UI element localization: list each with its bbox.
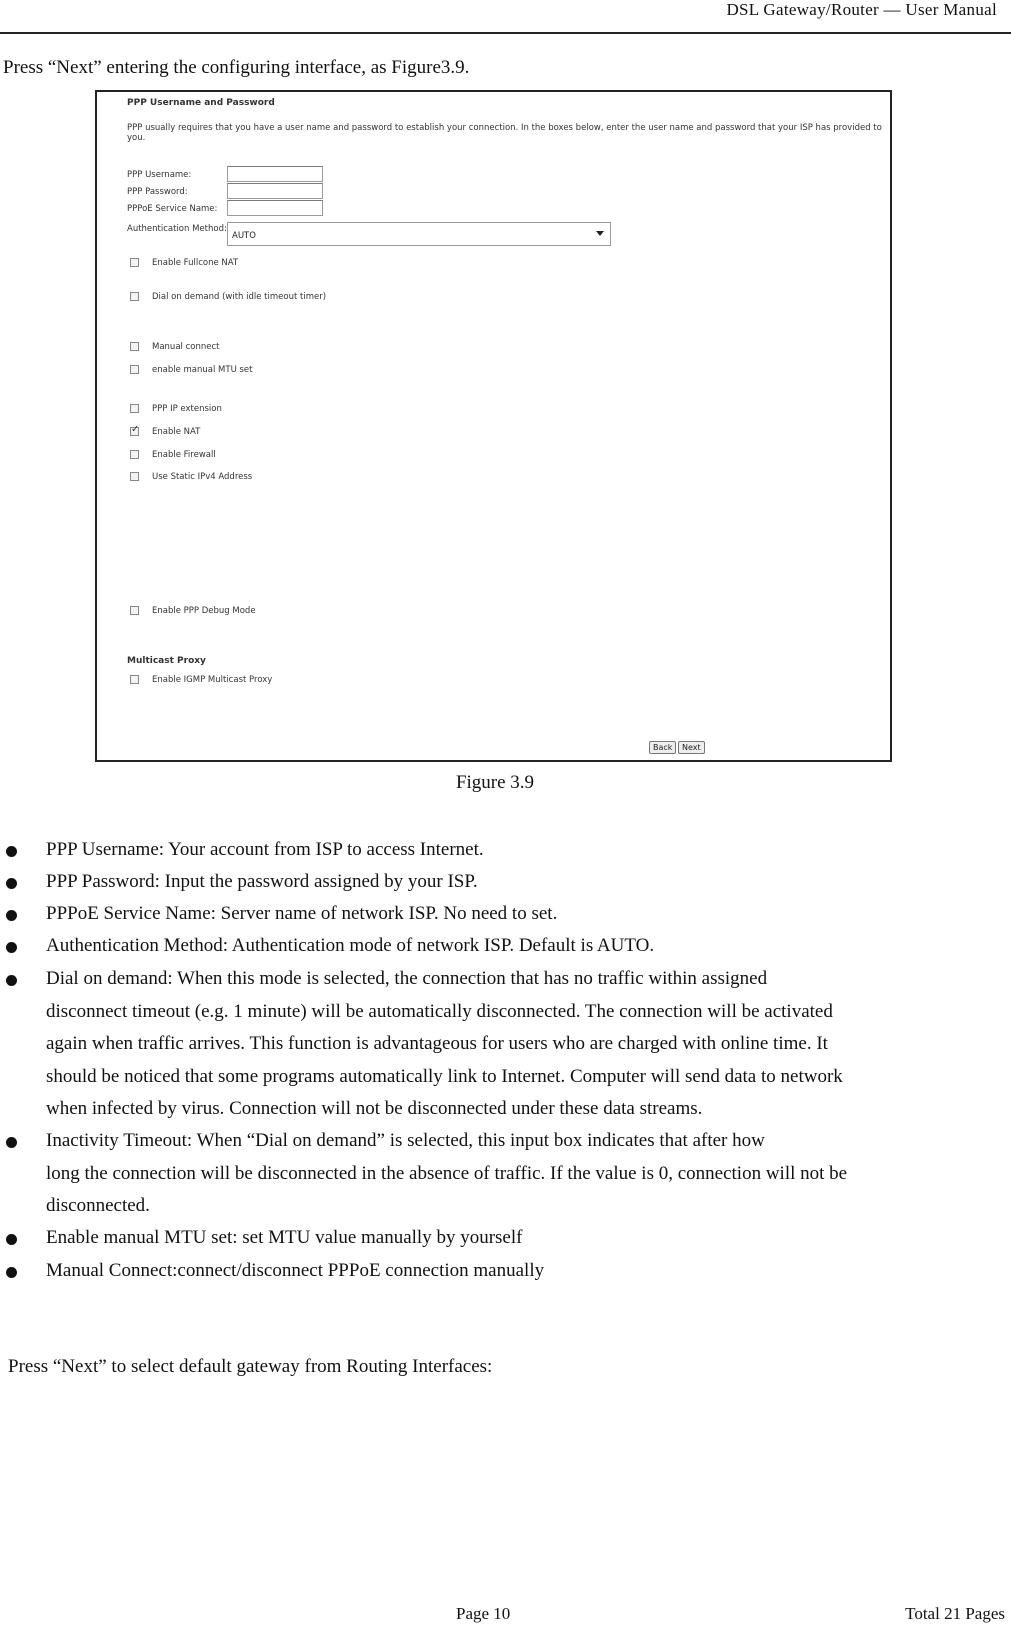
bullet-line: when infected by virus. Connection will not be disconnected under these data streams. bbox=[46, 1098, 703, 1119]
checkbox-label: Dial on demand (with idle timeout timer) bbox=[152, 292, 327, 302]
checkbox-label: Use Static IPv4 Address bbox=[152, 472, 253, 482]
checkbox-label: PPP IP extension bbox=[152, 404, 222, 414]
checkbox-label: Enable NAT bbox=[152, 427, 201, 437]
chevron-down-icon bbox=[596, 231, 604, 236]
bullet-line: Enable manual MTU set: set MTU value manually by yourself bbox=[46, 1227, 523, 1248]
bullet-dot-icon bbox=[6, 942, 17, 953]
bullet-line: Authentication Method: Authentication mode of network ISP. Default is AUTO. bbox=[46, 935, 655, 956]
bullet-line: long the connection will be disconnected in the absence of traffic. If the value is 0, connection will not be bbox=[46, 1162, 848, 1184]
bullet-line: Dial on demand: When this mode is selected, the connection that has no traffic within assigned bbox=[46, 968, 768, 989]
checkbox-ppp-debug[interactable] bbox=[130, 606, 139, 615]
checkbox-static-ipv4[interactable] bbox=[130, 472, 139, 481]
bullet-line: PPPoE Service Name: Server name of network ISP. No need to set. bbox=[46, 903, 558, 924]
ppp-username-label: PPP Username: bbox=[127, 170, 192, 180]
ppp-username-field[interactable] bbox=[227, 166, 323, 182]
bullet-dot-icon bbox=[6, 910, 17, 921]
ppp-description: PPP usually requires that you have a user name and password to establish your connection. In the boxes below, enter the user name and password that your ISP has provided to you. bbox=[127, 123, 882, 143]
checkbox-enable-nat[interactable] bbox=[130, 427, 139, 436]
intro-text: Press “Next” entering the configuring interface, as Figure3.9. bbox=[3, 57, 470, 78]
pppoe-service-name-label: PPPoE Service Name: bbox=[127, 204, 218, 214]
auth-method-select[interactable] bbox=[227, 222, 611, 246]
checkbox-label: Enable Fullcone NAT bbox=[152, 258, 239, 268]
bullet-dot-icon bbox=[6, 1267, 17, 1278]
bullet-line: again when traffic arrives. This function is advantageous for users who are charged with online time. It bbox=[46, 1033, 828, 1054]
checkbox-igmp-proxy[interactable] bbox=[130, 675, 139, 684]
bullet-line: PPP Username: Your account from ISP to access Internet. bbox=[46, 839, 484, 860]
checkbox-manual-connect[interactable] bbox=[130, 342, 139, 351]
auth-method-label: Authentication Method: bbox=[127, 224, 227, 234]
checkbox-label: Enable PPP Debug Mode bbox=[152, 606, 256, 616]
ppp-password-field[interactable] bbox=[227, 183, 323, 199]
checkbox-manual-mtu[interactable] bbox=[130, 365, 139, 374]
page-number: Page 10 bbox=[456, 1604, 511, 1623]
checkbox-enable-firewall[interactable] bbox=[130, 450, 139, 459]
header-title: DSL Gateway/Router — User Manual bbox=[726, 0, 997, 19]
checkbox-ppp-ip-extension[interactable] bbox=[130, 404, 139, 413]
ppp-section-title: PPP Username and Password bbox=[127, 98, 275, 108]
checkbox-label: Enable IGMP Multicast Proxy bbox=[152, 675, 273, 685]
checkbox-label: Manual connect bbox=[152, 342, 220, 352]
multicast-section-title: Multicast Proxy bbox=[127, 656, 206, 666]
figure-caption: Figure 3.9 bbox=[455, 772, 535, 793]
next-paragraph: Press “Next” to select default gateway from Routing Interfaces: bbox=[8, 1356, 493, 1377]
bullet-dot-icon bbox=[6, 1234, 17, 1245]
checkbox-fullcone-nat[interactable] bbox=[130, 258, 139, 267]
ppp-password-label: PPP Password: bbox=[127, 187, 188, 197]
bullet-dot-icon bbox=[6, 1137, 17, 1148]
pppoe-service-name-field[interactable] bbox=[227, 200, 323, 216]
bullet-line: Manual Connect:connect/disconnect PPPoE connection manually bbox=[46, 1260, 545, 1281]
bullet-line: disconnect timeout (e.g. 1 minute) will be automatically disconnected. The connection will be activated bbox=[46, 1000, 833, 1022]
figure-screenshot bbox=[95, 90, 892, 762]
bullet-line: disconnected. bbox=[46, 1195, 150, 1216]
bullet-line: Inactivity Timeout: When “Dial on demand” is selected, this input box indicates that after how bbox=[46, 1130, 765, 1151]
bullet-line: should be noticed that some programs automatically link to Internet. Computer will send data to network bbox=[46, 1065, 843, 1087]
next-button[interactable]: Next bbox=[678, 741, 705, 754]
page-header bbox=[0, 0, 1011, 34]
bullet-dot-icon bbox=[6, 846, 17, 857]
auth-method-value: AUTO bbox=[232, 231, 256, 241]
bullet-dot-icon bbox=[6, 878, 17, 889]
bullet-line: PPP Password: Input the password assigned by your ISP. bbox=[46, 871, 478, 892]
checkbox-label: Enable Firewall bbox=[152, 450, 216, 460]
checkbox-dial-on-demand[interactable] bbox=[130, 292, 139, 301]
bullet-dot-icon bbox=[6, 975, 17, 986]
checkbox-label: enable manual MTU set bbox=[152, 365, 253, 375]
total-pages: Total 21 Pages bbox=[905, 1604, 1005, 1623]
back-button[interactable]: Back bbox=[649, 741, 676, 754]
